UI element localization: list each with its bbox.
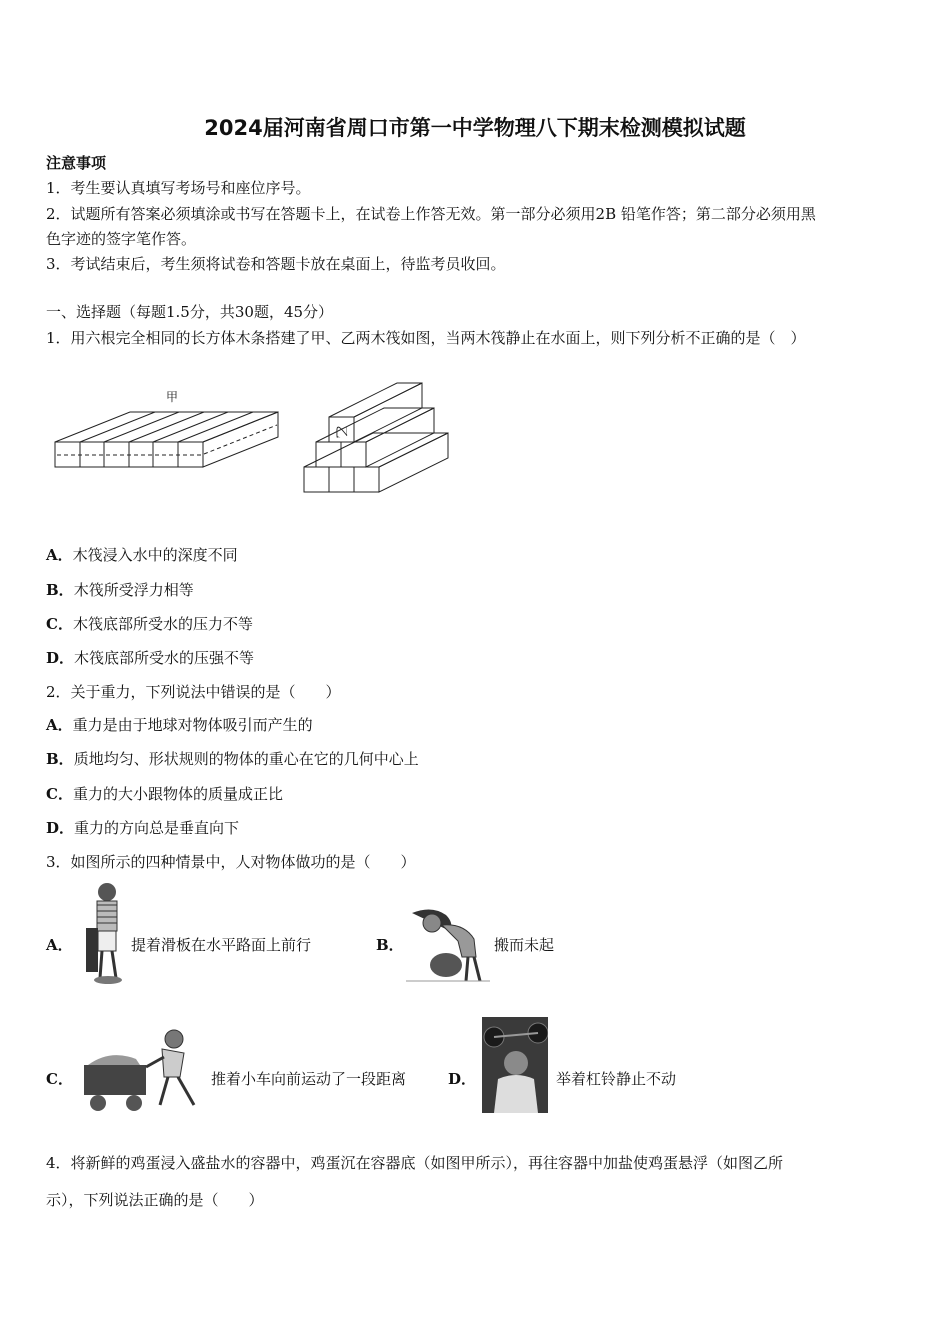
option-text: 木筏浸入水中的深度不同	[72, 546, 238, 564]
q3-option-d-text: 举着杠铃静止不动	[556, 1070, 677, 1088]
q1-option-b[interactable]	[46, 579, 194, 600]
q3-option-a-text: 提着滑板在水平路面上前行	[131, 936, 312, 954]
q3-option-b-text: 搬而未起	[494, 936, 555, 954]
note-item: 3．考试结束后，考生须将试卷和答题卡放在桌面上，待监考员收回。	[46, 255, 506, 273]
option-label: C．	[46, 785, 73, 803]
option-label: D．	[46, 819, 75, 837]
option-label: B．	[376, 936, 404, 954]
raft-yi-label: 乙	[333, 425, 348, 439]
option-text: 木筏所受浮力相等	[73, 581, 194, 599]
option-label: D．	[448, 1070, 477, 1088]
note-item: 2．试题所有答案必须填涂或书写在答题卡上，在试卷上作答无效。第一部分必须用2B 铅笔作答；第二部分必须用黑	[46, 205, 816, 223]
question-2-stem: 2．关于重力，下列说法中错误的是（ ）	[46, 683, 341, 701]
option-text: 重力的方向总是垂直向下	[74, 819, 240, 837]
option-label: D．	[46, 649, 75, 667]
q2-option-a[interactable]	[46, 714, 313, 735]
question-3-stem: 3．如图所示的四种情景中，人对物体做功的是（ ）	[46, 853, 416, 871]
person-lifting-bag-image	[402, 905, 492, 985]
option-label: B．	[46, 750, 74, 768]
q3-option-c-label[interactable]	[46, 1068, 73, 1089]
note-item: 1．考生要认真填写考场号和座位序号。	[46, 179, 311, 197]
option-label: A．	[46, 546, 73, 564]
option-text: 木筏底部所受水的压强不等	[74, 649, 255, 667]
note-item: 色字迹的签字笔作答。	[46, 230, 197, 248]
q3-option-d-label[interactable]	[448, 1068, 476, 1089]
option-text: 重力是由于地球对物体吸引而产生的	[72, 716, 313, 734]
question-4-stem-line2: 示），下列说法正确的是（ ）	[46, 1191, 264, 1209]
q1-option-c[interactable]	[46, 613, 253, 634]
question-1-stem: 1．用六根完全相同的长方体木条搭建了甲、乙两木筏如图，当两木筏静止在水面上，则下列分析不正确的是（ ）	[46, 329, 806, 347]
raft-jia-label: 甲	[165, 390, 179, 404]
option-label: C．	[46, 1070, 73, 1088]
q2-option-b[interactable]	[46, 748, 419, 769]
raft-yi-figure	[300, 380, 460, 498]
option-label: C．	[46, 615, 73, 633]
q3-option-b-label[interactable]	[376, 934, 404, 955]
notes-heading: 注意事项	[46, 154, 107, 172]
boy-pushing-cart-image	[76, 1025, 206, 1115]
q1-option-a[interactable]	[46, 544, 238, 565]
section-heading: 一、选择题（每题1.5分，共30题，45分）	[46, 303, 334, 321]
question-4-stem-line1: 4．将新鲜的鸡蛋浸入盛盐水的容器中，鸡蛋沉在容器底（如图甲所示），再往容器中加盐使鸡蛋悬浮（如图乙所	[46, 1154, 784, 1172]
q2-option-c[interactable]	[46, 783, 283, 804]
option-label: A．	[46, 936, 73, 954]
option-label: B．	[46, 581, 74, 599]
page-title: 2024届河南省周口市第一中学物理八下期末检测模拟试题	[204, 116, 746, 140]
option-text: 质地均匀、形状规则的物体的重心在它的几何中心上	[73, 750, 419, 768]
option-label: A．	[46, 716, 73, 734]
q3-option-a-label[interactable]	[46, 934, 73, 955]
raft-jia-figure	[52, 385, 282, 475]
q1-option-d[interactable]	[46, 647, 254, 668]
option-text: 木筏底部所受水的压力不等	[72, 615, 253, 633]
q3-option-c-text: 推着小车向前运动了一段距离	[211, 1070, 407, 1088]
boy-carrying-skateboard-image	[80, 880, 130, 986]
option-text: 重力的大小跟物体的质量成正比	[72, 785, 283, 803]
weightlifter-image	[482, 1017, 548, 1113]
q2-option-d[interactable]	[46, 817, 239, 838]
